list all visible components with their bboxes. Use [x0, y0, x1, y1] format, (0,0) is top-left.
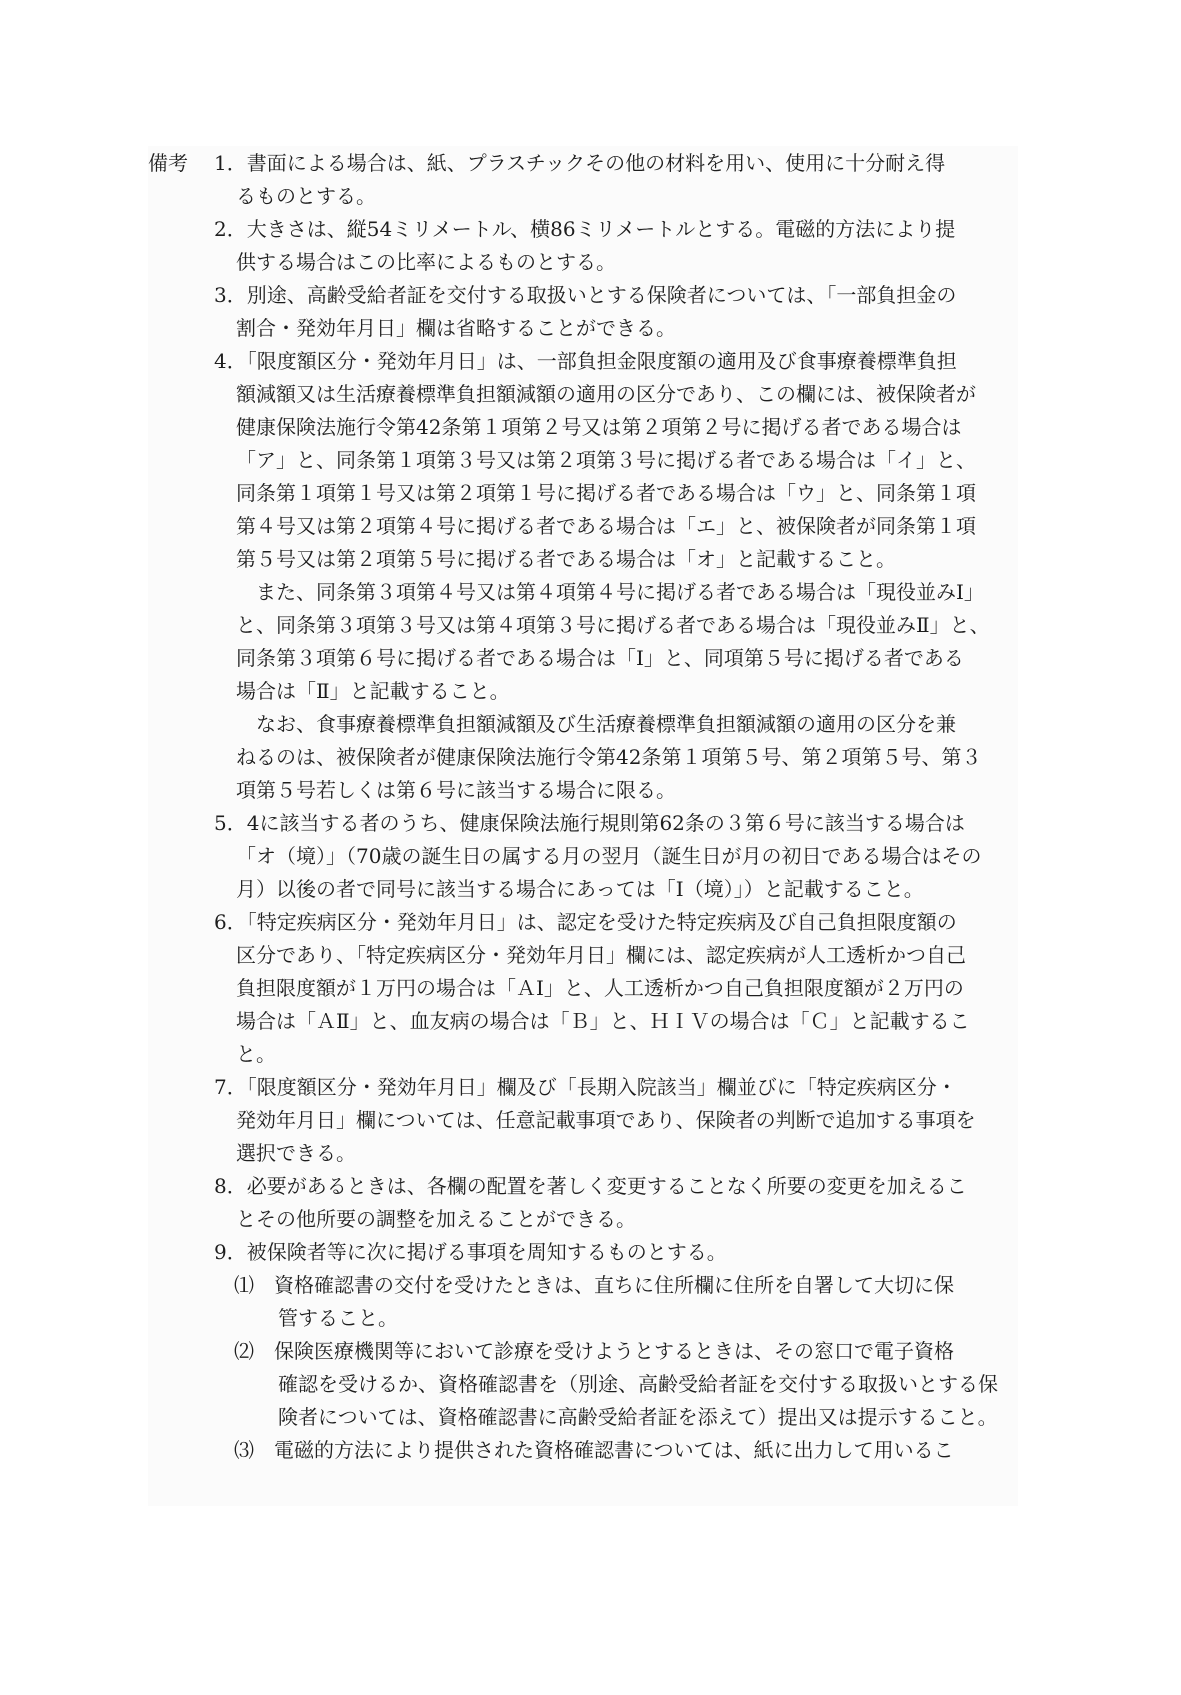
item-6-line-3: 負担限度額が１万円の場合は「ＡⅠ」と、人工透析かつ自己負担限度額が２万円の — [236, 976, 964, 1000]
item-6-line-1: 6．「特定疾病区分・発効年月日」は、認定を受けた特定疾病及び自己負担限度額の — [214, 910, 957, 934]
item-5-line-3: 月）以後の者で同号に該当する場合にあっては「Ⅰ（境）」）と記載すること。 — [236, 877, 924, 901]
item-4-para2-line-2: と、同条第３項第３号又は第４項第３号に掲げる者である場合は「現役並みⅡ」と、 — [236, 613, 990, 637]
item-4-para3-line-2: ねるのは、被保険者が健康保険法施行令第42条第１項第５号、第２項第５号、第３ — [236, 745, 982, 769]
remarks-heading: 備考 — [148, 151, 188, 175]
item-9-sub-2-line-3: 険者については、資格確認書に高齢受給者証を添えて）提出又は提示すること。 — [278, 1405, 998, 1429]
item-6-line-4: 場合は「ＡⅡ」と、血友病の場合は「Ｂ」と、ＨＩＶの場合は「Ｃ」と記載するこ — [236, 1009, 970, 1033]
item-8-line-1: 8．必要があるときは、各欄の配置を著しく変更することなく所要の変更を加えるこ — [214, 1174, 967, 1198]
item-4-para2-line-3: 同条第３項第６号に掲げる者である場合は「Ⅰ」と、同項第５号に掲げる者である — [236, 646, 964, 670]
item-4-line-6: 第４号又は第２項第４号に掲げる者である場合は「エ」と、被保険者が同条第１項 — [236, 514, 976, 538]
item-9-sub-2-line-1: ⑵ 保険医療機関等において診療を受けようとするときは、その窓口で電子資格 — [234, 1339, 954, 1363]
item-4-line-7: 第５号又は第２項第５号に掲げる者である場合は「オ」と記載すること。 — [236, 547, 896, 571]
item-9-sub-1-line-2: 管すること。 — [278, 1306, 398, 1330]
item-6-line-2: 区分であり、「特定疾病区分・発効年月日」欄には、認定疾病が人工透析かつ自己 — [236, 943, 966, 967]
item-2-line-1: 2．大きさは、縦54ミリメートル、横86ミリメートルとする。電磁的方法により提 — [214, 217, 956, 241]
item-4-para3-line-1: なお、食事療養標準負担額減額及び生活療養標準負担額減額の適用の区分を兼 — [256, 712, 956, 736]
item-4-line-4: 「ア」と、同条第１項第３号又は第２項第３号に掲げる者である場合は「イ」と、 — [236, 448, 976, 472]
item-4-line-1: 4．「限度額区分・発効年月日」は、一部負担金限度額の適用及び食事療養標準負担 — [214, 349, 957, 373]
item-5-line-1: 5．4に該当する者のうち、健康保険法施行規則第62条の３第６号に該当する場合は — [214, 811, 965, 835]
item-9-sub-3-line-1: ⑶ 電磁的方法により提供された資格確認書については、紙に出力して用いるこ — [234, 1438, 954, 1462]
item-8-line-2: とその他所要の調整を加えることができる。 — [236, 1207, 636, 1231]
item-6-line-5: と。 — [236, 1042, 276, 1066]
item-1-line-1: 1．書面による場合は、紙、プラスチックその他の材料を用い、使用に十分耐え得 — [214, 151, 946, 175]
item-4-para2-line-4: 場合は「Ⅱ」と記載すること。 — [236, 679, 510, 703]
item-7-line-2: 発効年月日」欄については、任意記載事項であり、保険者の判断で追加する事項を — [236, 1108, 976, 1132]
item-1-line-2: るものとする。 — [236, 184, 376, 208]
item-4-line-3: 健康保険法施行令第42条第１項第２号又は第２項第２号に掲げる者である場合は — [236, 415, 962, 439]
item-9-sub-2-line-2: 確認を受けるか、資格確認書を（別途、高齢受給者証を交付する取扱いとする保 — [278, 1372, 998, 1396]
item-4-line-2: 額減額又は生活療養標準負担額減額の適用の区分であり、この欄には、被保険者が — [236, 382, 976, 406]
document-page — [148, 146, 1018, 1506]
item-7-line-1: 7．「限度額区分・発効年月日」欄及び「長期入院該当」欄並びに「特定疾病区分・ — [214, 1075, 957, 1099]
item-4-para2-line-1: また、同条第３項第４号又は第４項第４号に掲げる者である場合は「現役並みⅠ」 — [256, 580, 984, 604]
item-4-para3-line-3: 項第５号若しくは第６号に該当する場合に限る。 — [236, 778, 676, 802]
item-3-line-2: 割合・発効年月日」欄は省略することができる。 — [236, 316, 676, 340]
item-9-line-1: 9．被保険者等に次に掲げる事項を周知するものとする。 — [214, 1240, 727, 1264]
item-5-line-2: 「オ（境）」（70歳の誕生日の属する月の翌月（誕生日が月の初日である場合はその — [236, 844, 982, 868]
item-7-line-3: 選択できる。 — [236, 1141, 356, 1165]
item-2-line-2: 供する場合はこの比率によるものとする。 — [236, 250, 616, 274]
item-9-sub-1-line-1: ⑴ 資格確認書の交付を受けたときは、直ちに住所欄に住所を自署して大切に保 — [234, 1273, 954, 1297]
item-4-line-5: 同条第１項第１号又は第２項第１号に掲げる者である場合は「ウ」と、同条第１項 — [236, 481, 976, 505]
item-3-line-1: 3．別途、高齢受給者証を交付する取扱いとする保険者については、「一部負担金の — [214, 283, 957, 307]
